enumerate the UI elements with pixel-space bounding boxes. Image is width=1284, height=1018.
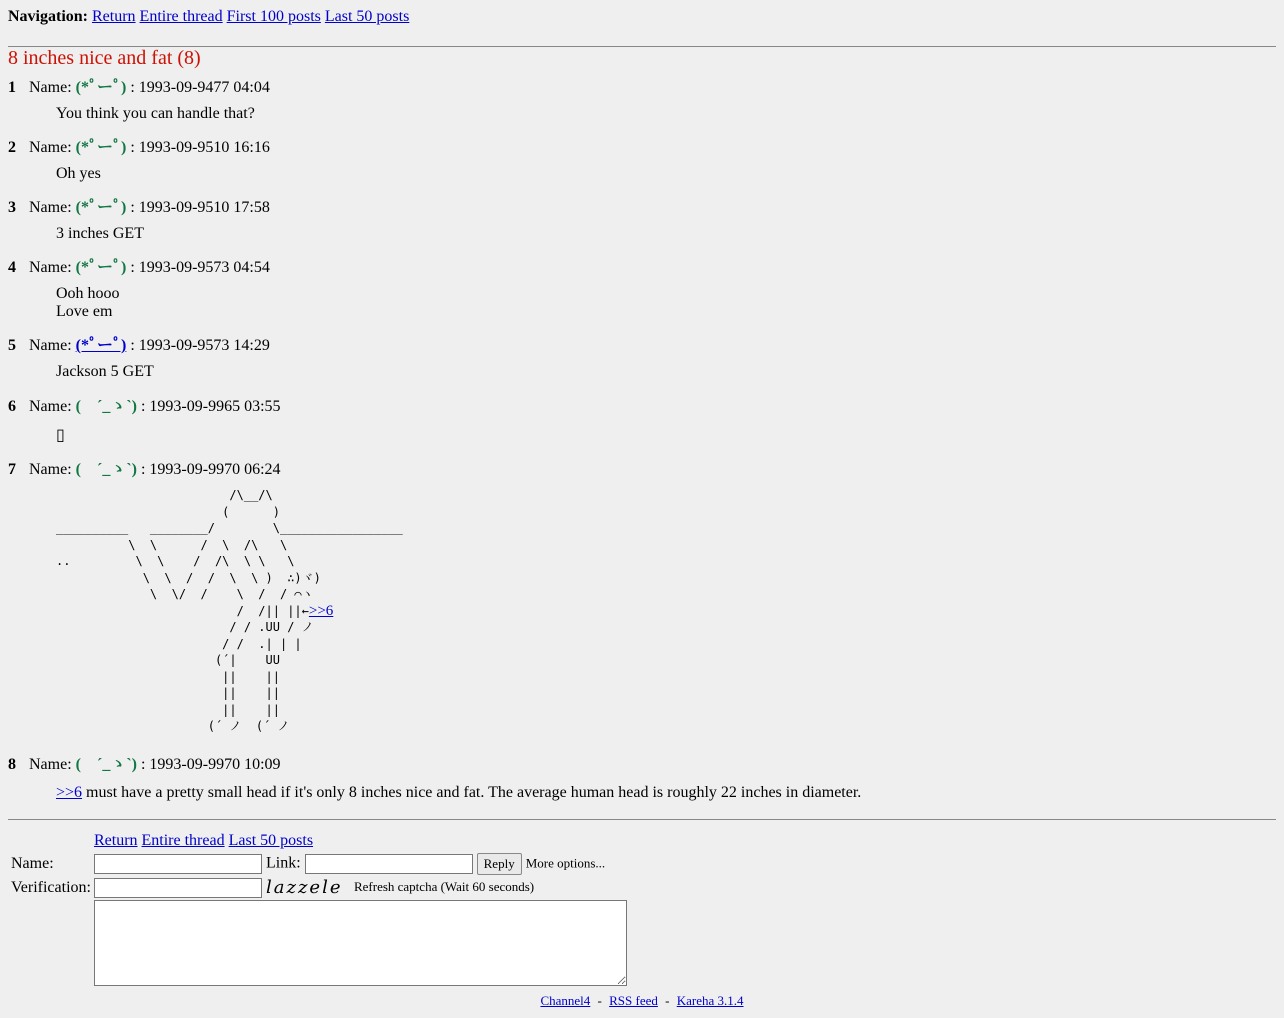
post-header (8, 754, 1276, 776)
nav-entire-thread-link[interactable]: Entire thread (139, 8, 223, 25)
post-line: You think you can handle that? (56, 105, 255, 122)
navigation-label: Navigation: (8, 8, 88, 25)
post-body (56, 285, 1276, 321)
post-8 (8, 754, 1276, 802)
post-line: Ooh hooo (56, 285, 120, 302)
link-input[interactable] (305, 854, 473, 874)
link-field-label: Link: (265, 854, 301, 872)
ascii-art (56, 487, 1276, 735)
refresh-captcha-link[interactable]: Refresh captcha (Wait 60 seconds) (353, 879, 535, 895)
name-label: Name: (29, 461, 72, 478)
post-date: : 1993-09-9970 10:09 (140, 756, 281, 773)
captcha-image: lazzele (265, 877, 343, 898)
nav-first-100-link[interactable]: First 100 posts (226, 8, 321, 25)
post-2 (8, 137, 1276, 183)
name-label: Name: (29, 199, 72, 216)
nav-return-link[interactable]: Return (92, 8, 136, 25)
quote-link-6[interactable]: >>6 (56, 784, 83, 801)
poster-name: ( ´_ゝ`) (75, 461, 137, 478)
ascii-line: ( ) (56, 504, 280, 519)
post-date: : 1993-09-9477 04:04 (130, 79, 270, 96)
poster-name: (*ﾟーﾟ) (75, 259, 127, 276)
more-options-link[interactable]: More options... (525, 855, 606, 871)
name-label: Name: (29, 79, 72, 96)
post-body (56, 427, 1276, 445)
post-number[interactable]: 5 (8, 337, 16, 354)
form-last-50-link[interactable]: Last 50 posts (228, 832, 314, 849)
post-date: : 1993-09-9510 17:58 (130, 199, 270, 216)
poster-name: (*ﾟーﾟ) (75, 79, 127, 96)
post-number[interactable]: 3 (8, 199, 16, 216)
ascii-line: /\__/\ (56, 488, 273, 502)
post-7 (8, 459, 1276, 735)
post-line: Love em (56, 303, 113, 320)
post-header (8, 335, 1276, 357)
footer (0, 993, 1284, 1009)
post-1 (8, 77, 1276, 123)
verification-input[interactable] (94, 878, 262, 898)
ascii-line: (´| UU (56, 653, 280, 667)
post-body (56, 363, 1276, 381)
footer-separator: - (597, 993, 602, 1008)
nav-last-50-link[interactable]: Last 50 posts (324, 8, 410, 25)
poster-name: (*ﾟーﾟ) (75, 139, 127, 156)
name-label: Name: (29, 337, 72, 354)
channel4-link[interactable]: Channel4 (540, 993, 591, 1008)
post-body (56, 105, 1276, 123)
post-number[interactable]: 1 (8, 79, 16, 96)
post-header (8, 459, 1276, 481)
ascii-line: || || (56, 686, 280, 700)
ascii-line: \ \ / \ /\ \ (56, 537, 288, 552)
name-label: Name: (29, 398, 72, 415)
post-date: : 1993-09-9573 04:54 (130, 259, 270, 276)
post-line: ▯ (56, 427, 65, 444)
post-line: 3 inches GET (56, 225, 144, 242)
post-date: : 1993-09-9510 16:16 (130, 139, 270, 156)
post-header (8, 137, 1276, 159)
ascii-line: || || (56, 702, 280, 717)
post-4 (8, 257, 1276, 321)
ascii-line: || || (56, 669, 280, 684)
ascii-line: __________ ________/ \_________________ (56, 521, 403, 535)
ascii-line: \ \/ / \ / / ⌒ヽ (56, 587, 314, 601)
bottom-divider (8, 819, 1276, 820)
form-nav (94, 831, 627, 851)
post-body (56, 784, 1276, 802)
post-date: : 1993-09-9970 06:24 (140, 461, 281, 478)
rss-feed-link[interactable]: RSS feed (609, 993, 658, 1008)
post-number[interactable]: 6 (8, 398, 16, 415)
post-3 (8, 197, 1276, 243)
post-date: : 1993-09-9965 03:55 (140, 398, 281, 415)
reply-form (8, 829, 630, 993)
form-entire-thread-link[interactable]: Entire thread (141, 832, 225, 849)
ascii-line: \ \ / / \ \ ) ∴)ヾ) (56, 570, 321, 585)
thread-title: 8 inches nice and fat (8) (8, 47, 201, 69)
poster-name: ( ´_ゝ`) (75, 398, 137, 415)
poster-name: ( ´_ゝ`) (75, 756, 137, 773)
ascii-line: / / .UU / ノ (56, 620, 314, 634)
name-label: Name: (29, 259, 72, 276)
ascii-line: / / .| | | (56, 636, 302, 651)
ascii-arrow: |← (294, 603, 309, 618)
reply-button[interactable]: Reply (477, 853, 522, 875)
footer-separator: - (665, 993, 670, 1008)
verification-label: Verification: (11, 878, 91, 896)
post-5 (8, 335, 1276, 381)
form-return-link[interactable]: Return (93, 832, 138, 849)
name-label: Name: (29, 139, 72, 156)
poster-name-link[interactable]: (*ﾟーﾟ) (75, 337, 127, 354)
comment-textarea[interactable] (94, 900, 627, 986)
post-line: Oh yes (56, 165, 101, 182)
post-body (56, 165, 1276, 183)
post-number[interactable]: 8 (8, 756, 16, 773)
post-number[interactable]: 4 (8, 259, 16, 276)
post-header (8, 257, 1276, 279)
poster-name: (*ﾟーﾟ) (75, 199, 127, 216)
post-6 (8, 396, 1276, 445)
navigation-bar (8, 6, 1276, 28)
ascii-line: / /|| | (56, 603, 295, 618)
ascii-line: (´ ノ (´ ノ (56, 719, 290, 733)
post-number[interactable]: 7 (8, 461, 16, 478)
post-header (8, 396, 1276, 418)
post-line: Jackson 5 GET (56, 363, 154, 380)
post-date: : 1993-09-9573 14:29 (130, 337, 270, 354)
name-label: Name: (29, 756, 72, 773)
post-number[interactable]: 2 (8, 139, 16, 156)
name-input[interactable] (94, 854, 262, 874)
quote-link-6[interactable]: >>6 (308, 602, 334, 619)
post-header (8, 77, 1276, 99)
post-header (8, 197, 1276, 219)
post-body (56, 225, 1276, 243)
ascii-line: .. \ \ / /\ \ \ \ (56, 554, 295, 568)
kareha-link[interactable]: Kareha 3.1.4 (676, 993, 744, 1008)
post-line: must have a pretty small head if it's only 8 inches nice and fat. The average human head is roughly 22 inches in diameter. (86, 784, 862, 801)
name-field-label: Name: (11, 855, 54, 872)
